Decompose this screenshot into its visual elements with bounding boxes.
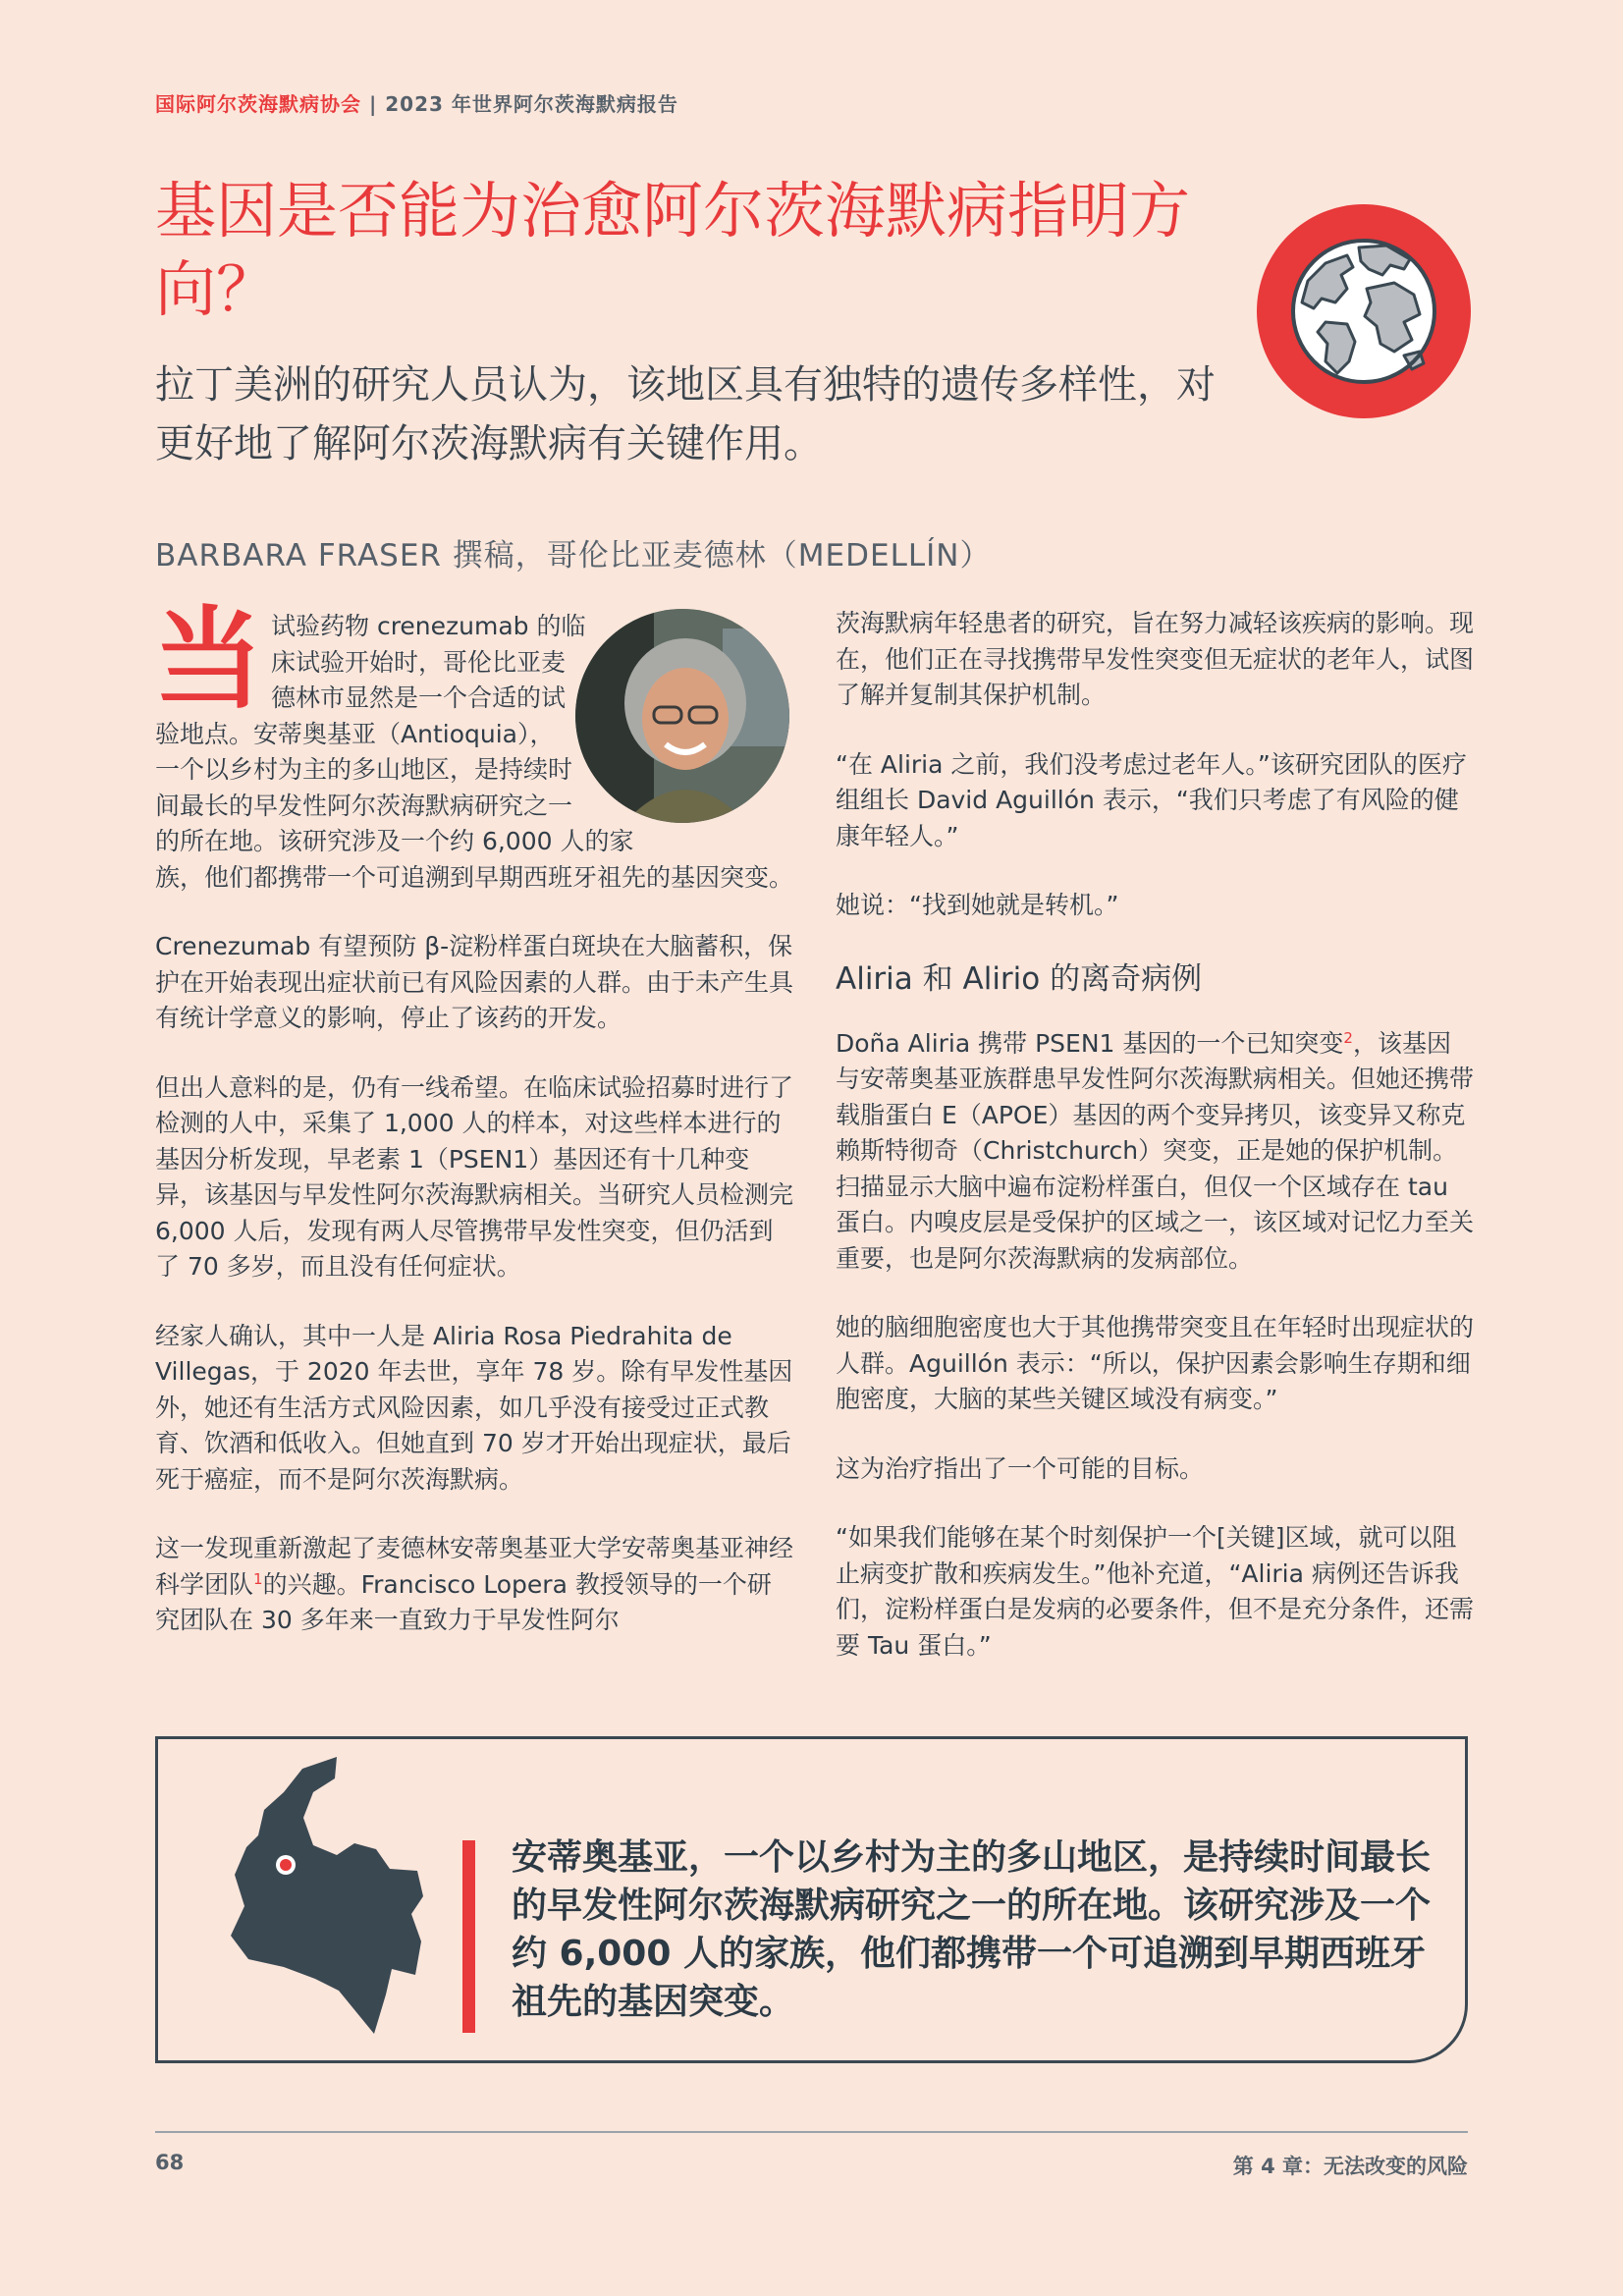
pull-quote-text: 安蒂奥基亚，一个以乡村为主的多山地区，是持续时间最长的早发性阿尔茨海默病研究之一的所在地。该研究涉及一个约 6,000 人的家族，他们都携带一个可追溯到早期西班牙祖先的基因突变。 bbox=[512, 1837, 1432, 2022]
paragraph: 这为治疗指出了一个可能的目标。 bbox=[836, 1453, 1205, 1483]
pull-quote-box bbox=[155, 1736, 1468, 2063]
section-heading: Aliria 和 Alirio 的离奇病例 bbox=[836, 960, 1203, 997]
portrait-float bbox=[575, 609, 801, 825]
header-report: 2023 年世界阿尔茨海默病报告 bbox=[385, 92, 678, 116]
paragraph: “在 Aliria 之前，我们没考虑过老年人。”该研究团队的医疗组组长 David Aguillón 表示，“我们只考虑了有风险的健康年轻人。” bbox=[836, 749, 1467, 850]
footer-divider bbox=[155, 2131, 1468, 2133]
article-subtitle: 拉丁美洲的研究人员认为，该地区具有独特的遗传多样性，对更好地了解阿尔茨海默病有关键作用。 bbox=[155, 362, 1216, 466]
article-title: 基因是否能为治愈阿尔茨海默病指明方向？ bbox=[155, 175, 1191, 325]
footnote-ref[interactable]: 1 bbox=[253, 1569, 263, 1588]
paragraph-text: 这一发现重新激起了麦德林安蒂奥基亚大学安蒂奥基亚神经科学团队 bbox=[155, 1534, 794, 1599]
chapter-label: 第 4 章：无法改变的风险 bbox=[1232, 2155, 1468, 2178]
paragraph: 她说：“找到她就是转机。” bbox=[836, 891, 1119, 919]
paragraph: 她的脑细胞密度也大于其他携带突变且在年轻时出现症状的人群。Aguillón 表示：“所以，保护因素会影响生存期和细胞密度，大脑的某些关键区域没有病变。” bbox=[836, 1313, 1475, 1413]
paragraph bbox=[155, 1531, 793, 1639]
page-number: 68 bbox=[155, 2151, 185, 2174]
paragraph-text: 的兴趣。Francisco Lopera 教授领导的一个研究团队在 30 多年来一直致力于早发性阿尔 bbox=[155, 1569, 772, 1634]
portrait-photo bbox=[575, 609, 789, 823]
paragraph: 但出人意料的是，仍有一线希望。在临床试验招募时进行了检测的人中，采集了 1,000 人的样本，对这些样本进行的基因分析发现，早老素 1（PSEN1）基因还有十几种变异，该基因与早发性阿尔茨海默病相关。当研究人员检测完 6,000 人后，发现有两人尽管携带早发性突变，但仍活到了 70 多岁，而且没有任何症状。 bbox=[155, 1072, 794, 1281]
paragraph bbox=[153, 596, 794, 896]
paragraph: “如果我们能够在某个时刻保护一个[关键]区域，就可以阻止病变扩散和疾病发生。”他补充道，“Aliria 病例还告诉我们，淀粉样蛋白是发病的必要条件，但不是充分条件，还需要 Tau 蛋白。” bbox=[836, 1523, 1475, 1660]
footnote-ref[interactable]: 2 bbox=[1343, 1028, 1353, 1047]
paragraph-text: ，该基因与安蒂奥基亚族群患早发性阿尔茨海默病相关。但她还携带载脂蛋白 E（APOE）基因的两个变异拷贝，该变异又称克赖斯特彻奇（Christchurch）突变，正是她的保护机制。扫描显示大脑中遍布淀粉样蛋白，但仅一个区域存在 tau 蛋白。内嗅皮层是受保护的区域之一，该区域对记忆力至关重要，也是阿尔茨海默病的发病部位。 bbox=[836, 1028, 1475, 1273]
dropcap: 当 bbox=[153, 596, 263, 724]
accent-bar bbox=[462, 1840, 475, 2033]
byline: BARBARA FRASER 撰稿，哥伦比亚麦德林（MEDELLÍN） bbox=[155, 538, 992, 574]
paragraph: 经家人确认，其中一人是 Aliria Rosa Piedrahita de Villegas，于 2020 年去世，享年 78 岁。除有早发性基因外，她还有生活方式风险因素，如几乎没有接受过正式教育、饮酒和低收入。但她直到 70 岁才开始出现症状，最后死于癌症，而不是阿尔茨海默病。 bbox=[155, 1321, 793, 1494]
paragraph: 茨海默病年轻患者的研究，旨在努力减轻该疾病的影响。现在，他们正在寻找携带早发性突变但无症状的老年人，试图了解并复制其保护机制。 bbox=[836, 609, 1475, 709]
paragraph bbox=[836, 1026, 1474, 1278]
paragraph: Crenezumab 有望预防 β-淀粉样蛋白斑块在大脑蓄积，保护在开始表现出症状前已有风险因素的人群。由于未产生具有统计学意义的影响，停止了该药的开发。 bbox=[155, 932, 794, 1032]
right-column bbox=[836, 606, 1474, 1697]
running-header bbox=[155, 88, 678, 117]
left-column bbox=[153, 596, 794, 1672]
header-separator: | bbox=[361, 92, 386, 116]
globe-icon bbox=[1257, 204, 1471, 418]
paragraph-text: 试验药物 crenezumab 的临床试验开始时，哥伦比亚麦德林市显然是一个合适的试验地点。安蒂奥基亚（Antioquia），一个以乡村为主的多山地区，是持续时间最长的早发性阿尔茨海默病研究之一的所在地。该研究涉及一个约 6,000 人的家族，他们都携带一个可追溯到早期西班牙祖先的基因突变。 bbox=[155, 612, 794, 892]
paragraph-text: Doña Aliria 携带 PSEN1 基因的一个已知突变 bbox=[836, 1028, 1344, 1058]
header-org: 国际阿尔茨海默病协会 bbox=[155, 92, 361, 116]
